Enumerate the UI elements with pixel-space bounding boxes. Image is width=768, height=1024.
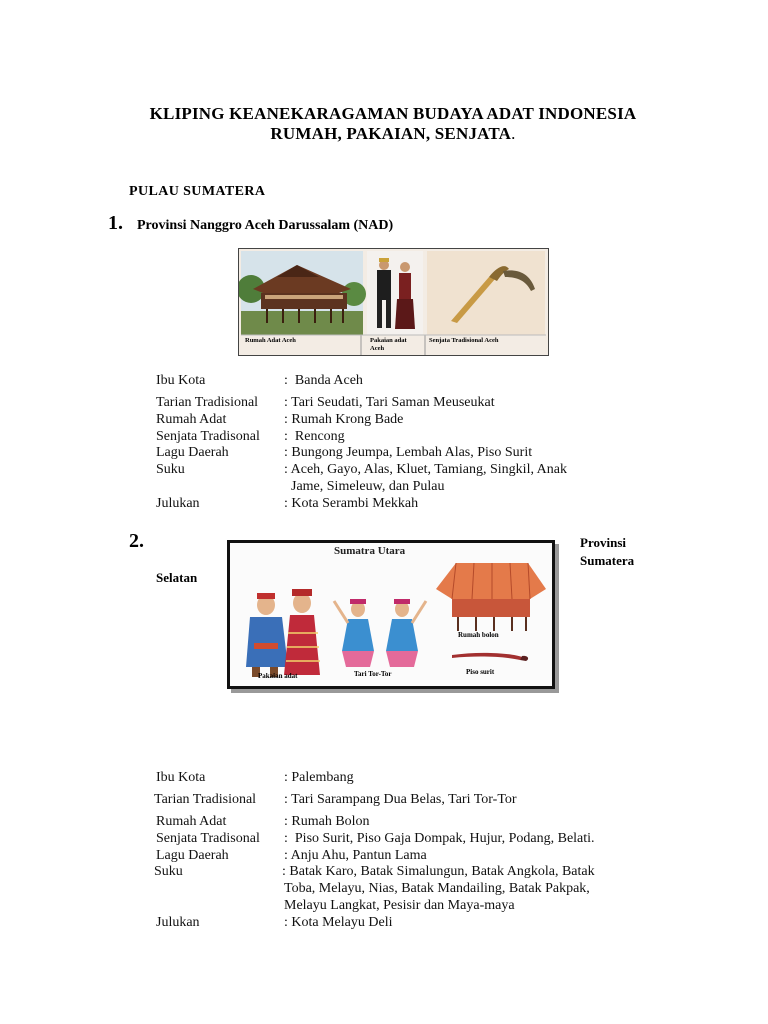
title-line-1: KLIPING KEANEKARAGAMAN BUDAYA ADAT INDONESIA — [149, 104, 637, 123]
info-value: : Rencong — [284, 429, 345, 444]
info-label: Tarian Tradisional — [156, 395, 259, 410]
info-label: Rumah Adat — [156, 814, 227, 829]
info-value: : Aceh, Gayo, Alas, Kluet, Tamiang, Singkil, Anak — [284, 462, 568, 477]
info-label: Suku — [154, 864, 183, 879]
info-label: Tarian Tradisional — [154, 792, 257, 807]
info-value: Melayu Langkat, Pesisir dan Maya-maya — [284, 898, 515, 913]
title-line-2-text: RUMAH, PAKAIAN, SENJATA — [270, 124, 512, 143]
info-label: Senjata Tradisonal — [156, 831, 260, 846]
sumut-caption-house: Rumah bolon — [458, 631, 499, 639]
aceh-caption-weapon: Senjata Tradisional Aceh — [429, 337, 499, 344]
province-2-name-part-1: Provinsi — [580, 535, 626, 550]
info-value: : Piso Surit, Piso Gaja Dompak, Hujur, Podang, Belati. — [284, 831, 595, 846]
info-value: : Palembang — [284, 770, 354, 785]
province-1-name: Provinsi Nanggro Aceh Darussalam (NAD) — [137, 218, 394, 233]
title-line-2 — [0, 124, 768, 144]
info-value: : Bungong Jeumpa, Lembah Alas, Piso Surit — [284, 445, 533, 460]
info-label: Lagu Daerah — [156, 445, 229, 460]
sumut-image-graphic — [230, 543, 552, 686]
info-value: Jame, Simeleuw, dan Pulau — [284, 479, 445, 494]
info-value: : Anju Ahu, Pantun Lama — [284, 848, 427, 863]
province-2-number: 2. — [129, 530, 144, 552]
info-value: : Tari Seudati, Tari Saman Meuseukat — [284, 395, 495, 410]
info-label: Ibu Kota — [156, 373, 206, 388]
section-heading: PULAU SUMATERA — [129, 184, 266, 199]
info-value: : Kota Melayu Deli — [284, 915, 393, 930]
info-label: Rumah Adat — [156, 412, 227, 427]
info-value: : Banda Aceh — [284, 373, 363, 388]
aceh-caption-clothing-1: Pakaian adat — [370, 337, 407, 344]
sumut-image-title: Sumatra Utara — [334, 545, 406, 557]
info-value: : Rumah Krong Bade — [284, 412, 404, 427]
aceh-caption-house: Rumah Adat Aceh — [245, 337, 296, 344]
sumut-image — [227, 540, 555, 689]
info-value: : Kota Serambi Mekkah — [284, 496, 419, 511]
title-period: . — [511, 124, 516, 143]
sumut-caption-clothing: Pakaian adat — [258, 672, 298, 680]
aceh-caption-clothing-2: Aceh — [370, 345, 385, 352]
sumut-caption-dance: Tari Tor-Tor — [354, 670, 392, 678]
info-value: Toba, Melayu, Nias, Batak Mandailing, Batak Pakpak, — [284, 881, 590, 896]
info-label: Julukan — [156, 496, 200, 511]
province-2-name-part-2: Sumatera — [580, 553, 635, 568]
info-label: Suku — [156, 462, 185, 477]
info-value: : Batak Karo, Batak Simalungun, Batak Angkola, Batak — [282, 864, 595, 879]
info-label: Lagu Daerah — [156, 848, 229, 863]
aceh-image-strip — [238, 248, 549, 356]
province-2-name-part-3: Selatan — [156, 570, 198, 585]
info-label: Senjata Tradisonal — [156, 429, 260, 444]
info-label: Ibu Kota — [156, 770, 206, 785]
sumut-caption-weapon: Piso surit — [466, 668, 495, 676]
province-1-number: 1. — [108, 212, 123, 234]
info-value: : Rumah Bolon — [284, 814, 370, 829]
info-label: Julukan — [156, 915, 200, 930]
info-value: : Tari Sarampang Dua Belas, Tari Tor-Tor — [284, 792, 517, 807]
